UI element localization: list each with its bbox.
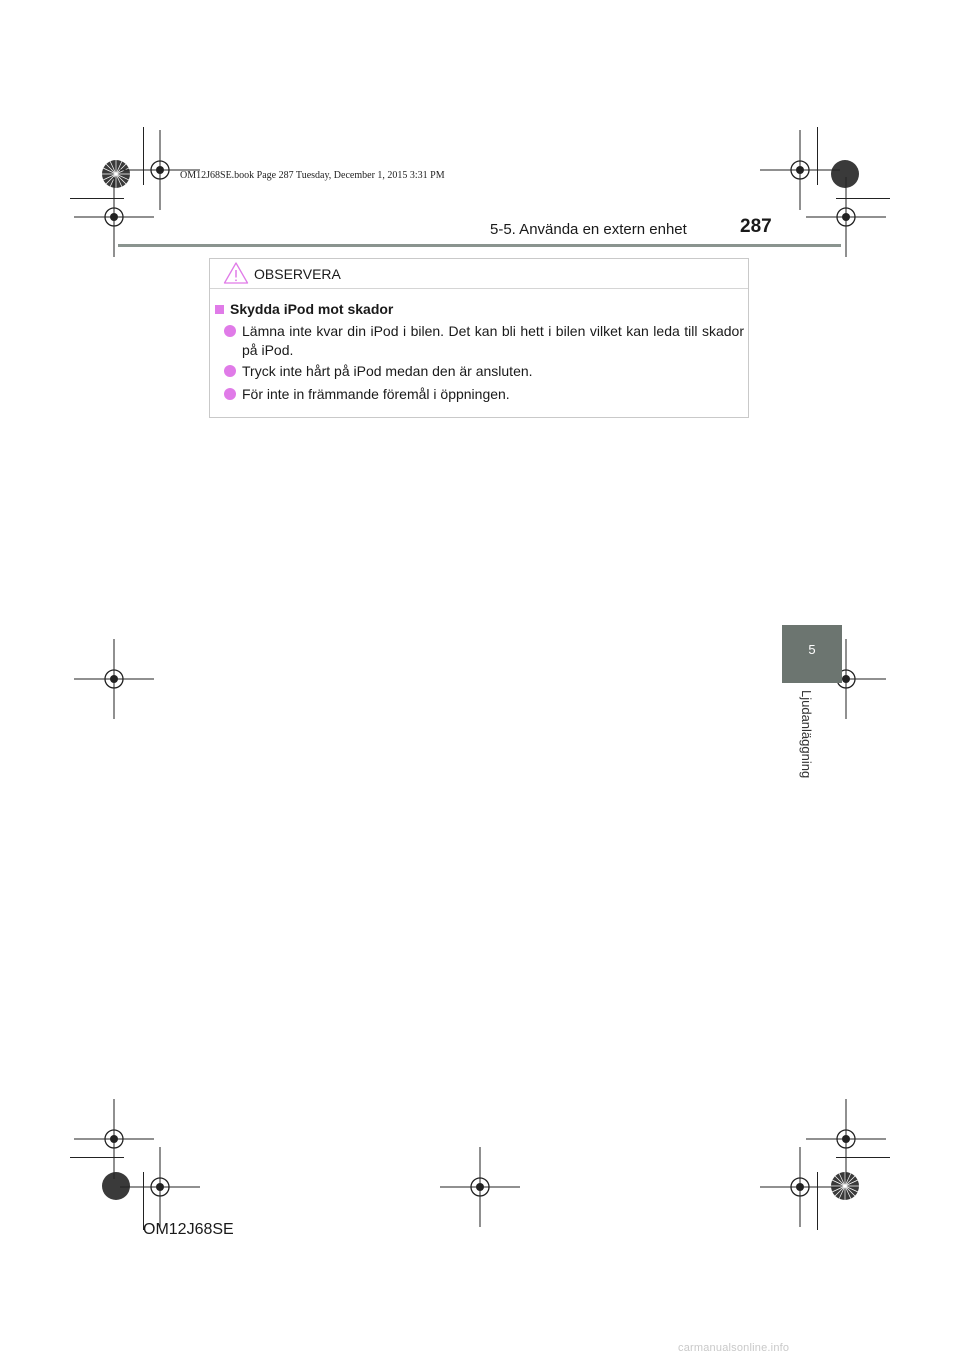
caution-title: OBSERVERA (254, 266, 341, 282)
chapter-tab: 5 (782, 625, 842, 683)
bullet-dot-icon (224, 365, 236, 377)
bullet-dot-icon (224, 325, 236, 337)
section-title: 5-5. Använda en extern enhet (490, 221, 687, 238)
page-number: 287 (740, 216, 772, 237)
list-item-text: För inte in främmande föremål i öppningen. (242, 386, 510, 402)
list-item-text: Lämna inte kvar din iPod i bilen. Det kan bli hett i bilen vilket kan leda till skador på iPod. (242, 323, 744, 358)
registration-mark-icon (760, 1147, 840, 1227)
header-rule (118, 244, 841, 247)
caution-box (209, 258, 749, 418)
caution-header (210, 259, 748, 289)
registration-mark-icon (440, 1147, 520, 1227)
caution-heading-text: Skydda iPod mot skador (230, 301, 394, 317)
book-info: OM12J68SE.book Page 287 Tuesday, December 1, 2015 3:31 PM (180, 170, 445, 181)
caution-heading (215, 301, 393, 317)
watermark: carmanualsonline.info (678, 1342, 790, 1354)
list-item (224, 362, 744, 381)
registration-mark-icon (120, 1147, 200, 1227)
registration-mark-icon (74, 639, 154, 719)
chapter-label: Ljudanläggning (799, 690, 814, 779)
list-item-text: Tryck inte hårt på iPod medan den är ansluten. (242, 363, 533, 379)
bullet-dot-icon (224, 388, 236, 400)
doc-code: OM12J68SE (143, 1221, 234, 1238)
square-bullet-icon (215, 305, 224, 314)
list-item (224, 322, 744, 360)
list-item (224, 385, 744, 404)
warning-triangle-icon (223, 261, 249, 285)
